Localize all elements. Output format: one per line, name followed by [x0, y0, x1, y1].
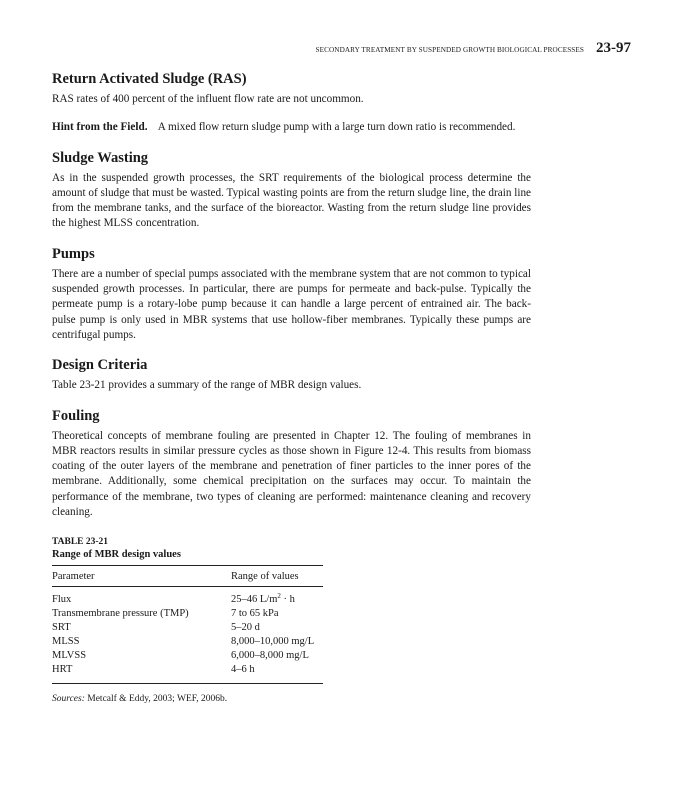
paragraph-sludge-wasting: As in the suspended growth processes, the SRT requirements of the biological process determine the amount of sludge that must be wasted. Typical wasting points are from the return sludge line, the drain line from the membrane tanks, and the surface of the bioreactor. Wasting from the return sludge line provides the highest MLSS concentration.: [52, 171, 531, 230]
heading-ras: Return Activated Sludge (RAS): [52, 71, 247, 87]
heading-design-criteria: Design Criteria: [52, 357, 148, 374]
sources-text: Metcalf & Eddy, 2003; WEF, 2006b.: [87, 694, 228, 705]
heading-fouling: Fouling: [52, 407, 100, 424]
table-row: [52, 649, 323, 663]
table-row: [52, 587, 323, 608]
running-title: SECONDARY TREATMENT BY SUSPENDED GROWTH BIOLOGICAL PROCESSES: [315, 46, 584, 54]
flux-unit-suffix: · h: [280, 594, 295, 606]
table-header-row: [52, 566, 323, 587]
hint-paragraph: [52, 120, 531, 135]
table-row: [52, 635, 323, 649]
flux-value: 25–46 L/m: [231, 594, 278, 606]
main-content: [52, 70, 531, 704]
cell-value: 4–6 h: [231, 664, 255, 676]
flux-exponent: 2: [277, 592, 281, 601]
cell-parameter: MLSS: [52, 636, 80, 648]
table-row: [52, 621, 323, 635]
design-values-table: [52, 565, 323, 684]
column-header-parameter: Parameter: [52, 566, 231, 587]
table-caption: Range of MBR design values: [52, 549, 181, 561]
cell-value: 6,000–8,000 mg/L: [231, 650, 309, 662]
table-row: [52, 663, 323, 684]
cell-parameter: SRT: [52, 622, 71, 634]
column-header-range: Range of values: [231, 566, 323, 587]
sources-label: Sources:: [52, 694, 85, 705]
hint-label: Hint from the Field.: [52, 121, 148, 134]
heading-pumps: Pumps: [52, 245, 95, 262]
paragraph-pumps: There are a number of special pumps associated with the membrane system that are not common to typical suspended growth processes. In particular, there are pumps for permeate and back-pulse. Typically the permeate pump is a rotary-lobe pump because it can handle a large percent of entrained air. The back-pulse pump is only used in MBR systems that use hollow-fiber membranes. Typically these pumps are centrifugal pumps.: [52, 267, 531, 341]
cell-parameter: MLVSS: [52, 650, 87, 662]
paragraph-fouling: Theoretical concepts of membrane fouling are presented in Chapter 12. The fouling of membranes in MBR reactors results in similar pressure cycles as those shown in Figure 12-4. This results from biomass coating of the outer layers of the membrane and penetration of finer particles to the inner pores of the membrane. Additionally, some chemical precipitation on the surfaces may occur. To maintain the performance of the membrane, two types of cleaning are performed: maintenance cleaning and recovery cleaning.: [52, 429, 531, 519]
running-head: [316, 40, 632, 57]
hint-text: A mixed flow return sludge pump with a large turn down ratio is recommended.: [157, 121, 516, 134]
cell-parameter: Transmembrane pressure (TMP): [52, 608, 189, 620]
cell-value: [231, 587, 323, 608]
cell-parameter: HRT: [52, 664, 73, 676]
cell-parameter: Flux: [52, 594, 72, 606]
cell-value: 5–20 d: [231, 622, 260, 634]
paragraph-design-criteria: Table 23-21 provides a summary of the range of MBR design values.: [52, 379, 362, 392]
table-row: [52, 607, 323, 621]
cell-value: 8,000–10,000 mg/L: [231, 636, 315, 648]
page-number: 23-97: [596, 40, 631, 56]
cell-value: 7 to 65 kPa: [231, 608, 279, 620]
table-label: TABLE 23-21: [52, 537, 109, 548]
table-23-21: [52, 536, 323, 704]
table-sources: [52, 694, 323, 704]
heading-sludge-wasting: Sludge Wasting: [52, 149, 149, 166]
paragraph-ras: RAS rates of 400 percent of the influent flow rate are not uncommon.: [52, 93, 364, 105]
